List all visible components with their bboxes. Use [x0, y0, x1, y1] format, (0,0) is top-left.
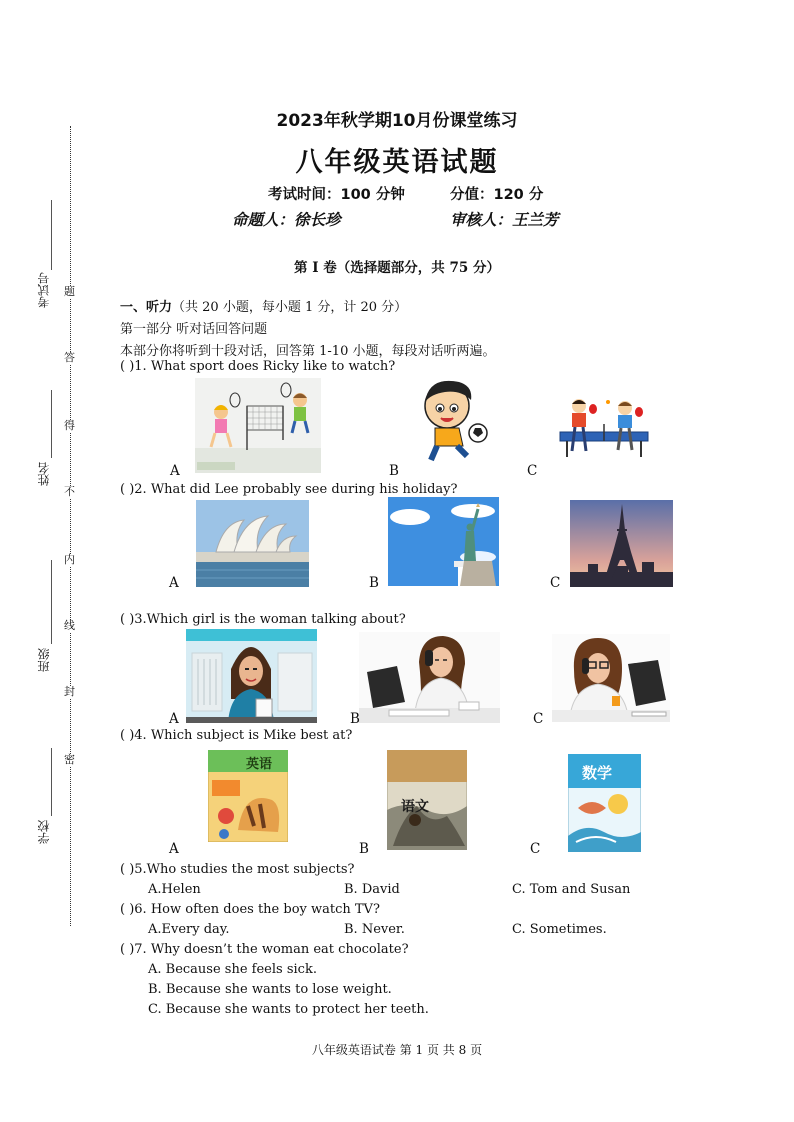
option-label: B: [359, 841, 369, 857]
option-label: A: [170, 463, 180, 479]
binding-char: 不: [64, 485, 75, 498]
option-label: C: [530, 841, 541, 857]
option-a: A. Because she feels sick.: [148, 962, 317, 977]
binding-char: 线: [64, 619, 75, 632]
part-heading: [120, 296, 407, 315]
question-text: 6. How often does the boy watch TV?: [134, 902, 380, 917]
option-c: C. Sometimes.: [512, 922, 607, 937]
image-football: [415, 378, 490, 470]
part-instructions: 本部分你将听到十段对话，回答第 1-10 小题，每段对话听两遍。: [120, 344, 496, 359]
answer-blank[interactable]: ( ): [120, 728, 135, 743]
answer-blank[interactable]: ( ): [120, 902, 135, 917]
question-text: 1. What sport does Ricky like to watch?: [134, 359, 396, 374]
question-text: 7. Why doesn’t the woman eat chocolate?: [134, 942, 409, 957]
binding-char: 内: [64, 553, 75, 566]
option-label: C: [533, 711, 544, 727]
question-4: [120, 728, 352, 743]
image-table-tennis: [555, 392, 653, 458]
question-2: [120, 482, 457, 497]
question-text: 4. Which subject is Mike best at?: [134, 728, 353, 743]
answer-blank[interactable]: ( ): [120, 612, 135, 627]
book-title: 语文: [401, 799, 429, 815]
option-label: B: [350, 711, 360, 727]
option-label: B: [369, 575, 379, 591]
part-heading-bold: 一、听力: [120, 300, 173, 315]
binding-line: [70, 126, 71, 926]
question-5: [120, 862, 354, 877]
option-label: B: [389, 463, 399, 479]
answer-blank[interactable]: ( ): [120, 359, 135, 374]
option-b: B. David: [344, 882, 400, 897]
binding-char: 答: [64, 351, 75, 364]
option-label: C: [550, 575, 561, 591]
image-statue-of-liberty: [388, 497, 499, 586]
label-exam-number: 考试号: [37, 272, 51, 308]
question-7: [120, 942, 409, 957]
answer-blank[interactable]: ( ): [120, 942, 135, 957]
option-b: B. Never.: [344, 922, 405, 937]
option-label: A: [169, 841, 179, 857]
blank-line: [51, 748, 52, 816]
question-text: 5.Who studies the most subjects?: [134, 862, 355, 877]
exam-reviewer: 审核人：王兰芳: [450, 210, 559, 229]
exam-score: 分值：120 分: [450, 187, 544, 203]
image-woman-c: [552, 634, 670, 722]
exam-author: 命题人：徐长珍: [232, 210, 341, 229]
image-badminton: [195, 378, 321, 473]
image-woman-a: [186, 629, 317, 723]
binding-char: 题: [64, 285, 75, 298]
question-6: [120, 902, 380, 917]
image-english-book: [208, 750, 288, 842]
question-text: 3.Which girl is the woman talking about?: [134, 612, 406, 627]
option-a: A.Helen: [148, 882, 201, 897]
blank-line: [51, 560, 52, 644]
image-math-book: [568, 754, 641, 852]
section-title: 第 Ⅰ 卷（选择题部分，共 75 分）: [294, 260, 500, 276]
option-b: B. Because she wants to lose weight.: [148, 982, 392, 997]
option-c: C. Tom and Susan: [512, 882, 631, 897]
question-1: [120, 359, 395, 374]
option-label: A: [169, 711, 179, 727]
image-woman-b: [359, 632, 500, 723]
answer-blank[interactable]: ( ): [120, 862, 135, 877]
exam-title: 八年级英语试题: [295, 147, 499, 178]
binding-char: 密: [64, 753, 75, 766]
binding-char: 封: [64, 685, 75, 698]
part-subheading: 第一部分 听对话回答问题: [120, 322, 268, 337]
option-c: C. Because she wants to protect her teeth.: [148, 1002, 429, 1017]
binding-char: 得: [64, 419, 75, 432]
image-sydney-opera-house: [196, 500, 309, 587]
image-eiffel-tower: [570, 500, 673, 587]
page-footer: 八年级英语试卷 第 1 页 共 8 页: [311, 1043, 483, 1057]
label-class: 班级: [37, 648, 51, 672]
question-text: 2. What did Lee probably see during his holiday?: [134, 482, 458, 497]
answer-blank[interactable]: ( ): [120, 482, 135, 497]
label-name: 姓名: [37, 462, 51, 486]
blank-line: [51, 390, 52, 458]
book-title: 数学: [582, 764, 613, 782]
term-title: 2023年秋学期10月份课堂练习: [276, 111, 518, 131]
image-chinese-book: [387, 750, 467, 850]
part-heading-rest: （共 20 小题，每小题 1 分，计 20 分）: [172, 300, 408, 315]
question-3: [120, 612, 406, 627]
option-a: A.Every day.: [148, 922, 230, 937]
book-title: 英语: [246, 757, 273, 772]
option-label: A: [169, 575, 179, 591]
exam-time: 考试时间：100 分钟: [268, 187, 405, 203]
label-school: 学校: [37, 820, 51, 844]
option-label: C: [527, 463, 538, 479]
